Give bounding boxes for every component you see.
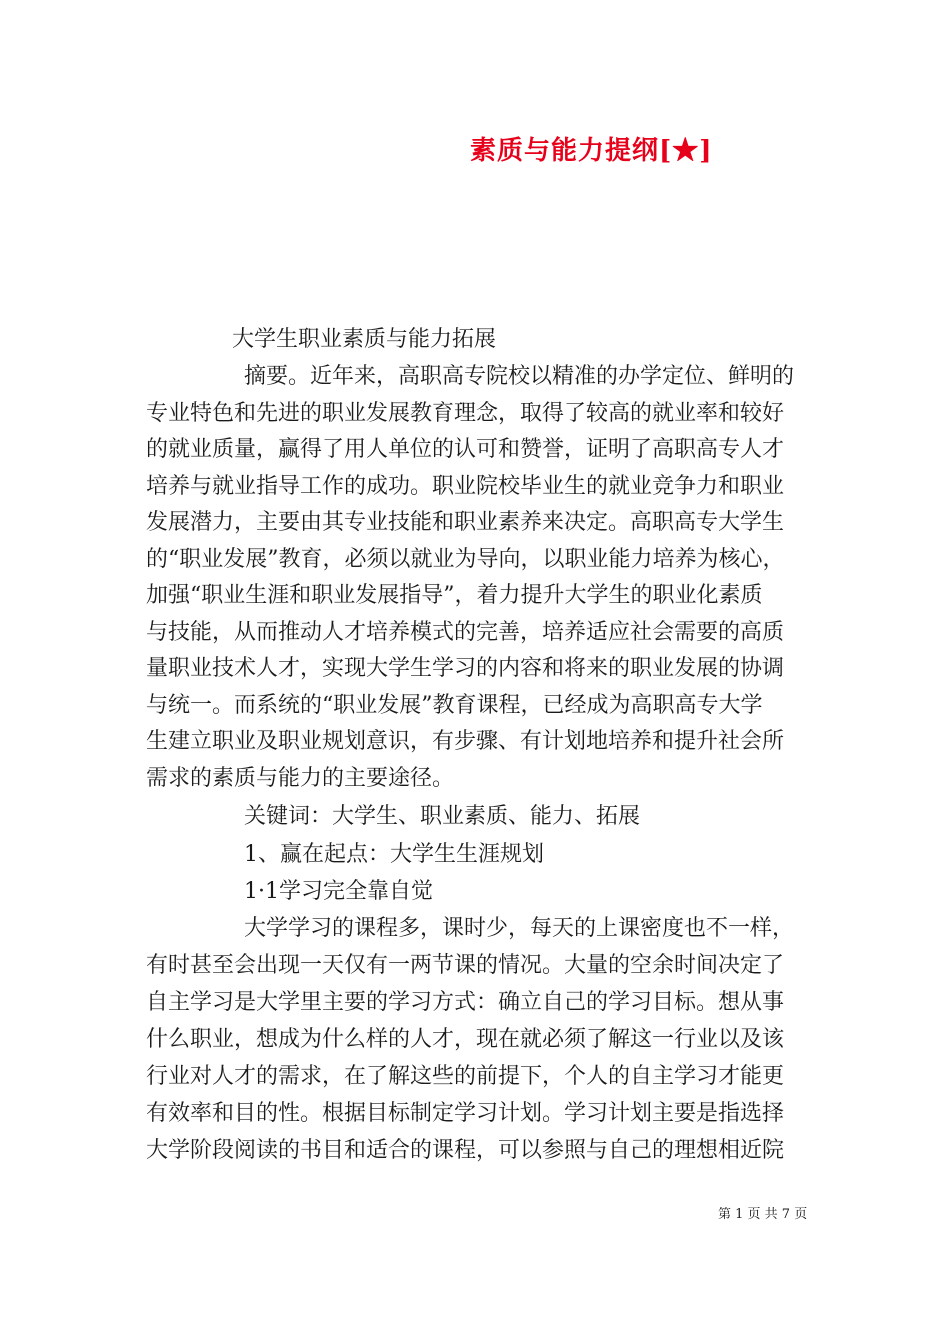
body-line: 与统一。而系统的“职业发展”教育课程，已经成为高职高专大学: [146, 693, 763, 718]
body-line: 摘要。近年来，高职高专院校以精准的办学定位、鲜明的: [244, 364, 795, 389]
body-line: 有时甚至会出现一天仅有一两节课的情况。大量的空余时间决定了: [146, 953, 785, 978]
body-line: 培养与就业指导工作的成功。职业院校毕业生的就业竞争力和职业: [146, 474, 785, 499]
body-line: 与技能，从而推动人才培养模式的完善，培养适应社会需要的高质: [146, 620, 785, 645]
body-line: 量职业技术人才，实现大学生学习的内容和将来的职业发展的协调: [146, 656, 785, 681]
body-line: 大学学习的课程多，课时少，每天的上课密度也不一样，: [244, 916, 795, 941]
body-line: 需求的素质与能力的主要途径。: [146, 766, 455, 791]
body-line: 自主学习是大学里主要的学习方式：确立自己的学习目标。想从事: [146, 990, 785, 1015]
body-line: 发展潜力，主要由其专业技能和职业素养来决定。高职高专大学生: [146, 510, 785, 535]
document-title: 素质与能力提纲[★]: [470, 136, 713, 166]
page-footer: 第 1 页 共 7 页: [718, 1207, 808, 1222]
subsection-heading: 1·1学习完全靠自觉: [244, 879, 433, 904]
body-line: 什么职业，想成为什么样的人才，现在就必须了解这一行业以及该: [146, 1027, 785, 1052]
keywords-line: 关键词：大学生、职业素质、能力、拓展: [244, 804, 641, 829]
section-heading: 大学生职业素质与能力拓展: [232, 327, 497, 352]
body-line: 专业特色和先进的职业发展教育理念，取得了较高的就业率和较好: [146, 401, 785, 426]
body-line: 有效率和目的性。根据目标制定学习计划。学习计划主要是指选择: [146, 1101, 785, 1126]
body-line: 行业对人才的需求，在了解这些的前提下，个人的自主学习才能更: [146, 1064, 785, 1089]
body-line: 生建立职业及职业规划意识，有步骤、有计划地培养和提升社会所: [146, 729, 785, 754]
body-line: 的就业质量，赢得了用人单位的认可和赞誉，证明了高职高专人才: [146, 437, 785, 462]
body-line: 的“职业发展”教育，必须以就业为导向，以职业能力培养为核心，: [146, 547, 785, 572]
section-heading: 1、赢在起点：大学生生涯规划: [244, 842, 544, 867]
body-line: 加强“职业生涯和职业发展指导”，着力提升大学生的职业化素质: [146, 583, 763, 608]
body-line: 大学阶段阅读的书目和适合的课程，可以参照与自己的理想相近院: [146, 1138, 785, 1163]
